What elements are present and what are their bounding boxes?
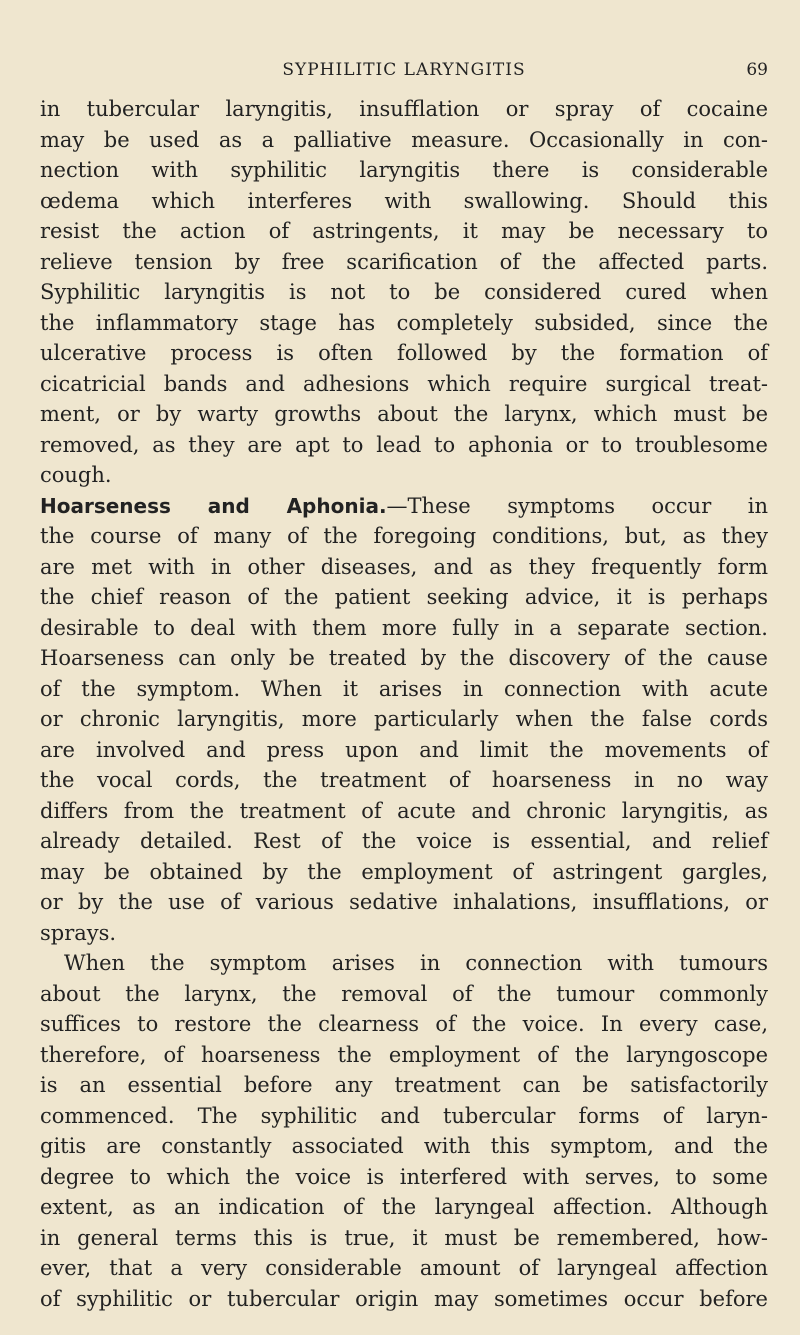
text-line: may be used as a palliative measure. Occasionally in con- xyxy=(40,127,768,152)
section-heading: Hoarseness and Aphonia. xyxy=(40,493,387,518)
text-line: œdema which interferes with swallowing. Should this xyxy=(40,188,768,213)
text-line: about the larynx, the removal of the tumour commonly xyxy=(40,981,768,1006)
text-line: gitis are constantly associated with this symptom, and the xyxy=(40,1134,768,1158)
text-line: removed, as they are apt to lead to aphonia or to troublesome xyxy=(40,432,768,457)
text-line: nection with syphilitic laryngitis there is considerable xyxy=(40,158,768,182)
text-line: in general terms this is true, it must be remembered, how- xyxy=(40,1225,768,1250)
text-line: or chronic laryngitis, more particularly when the false cords xyxy=(40,707,768,731)
text-line: cicatricial bands and adhesions which require surgical treat- xyxy=(40,371,768,396)
text-line: the course of many of the foregoing conditions, but, as they xyxy=(40,524,768,548)
text-line: ever, that a very considerable amount of laryngeal affection xyxy=(40,1256,768,1280)
text-line: are involved and press upon and limit the movements of xyxy=(40,737,768,762)
section-first-line xyxy=(40,491,768,522)
text-line: of the symptom. When it arises in connection with acute xyxy=(40,676,768,701)
text-line: suffices to restore the clearness of the voice. In every case, xyxy=(40,1012,768,1036)
text-line: the chief reason of the patient seeking advice, it is perhaps xyxy=(40,585,768,609)
text-line: sprays. xyxy=(40,920,117,945)
text-line: Syphilitic laryngitis is not to be considered cured when xyxy=(40,280,768,304)
text-line: may be obtained by the employment of astringent gargles, xyxy=(40,859,768,884)
text-line: ment, or by warty growths about the larynx, which must be xyxy=(40,402,768,426)
text-line: ulcerative process is often followed by the formation of xyxy=(40,341,768,365)
text-line: already detailed. Rest of the voice is essential, and relief xyxy=(40,829,768,853)
text-line-fragment: —These symptoms occur in xyxy=(386,493,768,518)
text-line: Hoarseness can only be treated by the discovery of the cause xyxy=(40,646,768,670)
body-text xyxy=(40,94,768,1314)
text-line: When the symptom arises in connection with tumours xyxy=(64,951,768,975)
text-line: cough. xyxy=(40,463,112,487)
text-line: commenced. The syphilitic and tubercular forms of laryn- xyxy=(40,1103,768,1128)
page-header xyxy=(40,60,768,90)
text-line: is an essential before any treatment can be satisfactorily xyxy=(40,1073,768,1097)
text-line: degree to which the voice is interfered with serves, to some xyxy=(40,1164,768,1189)
text-line: are met with in other diseases, and as they frequently form xyxy=(40,554,768,579)
text-line: or by the use of various sedative inhalations, insufflations, or xyxy=(40,890,768,914)
running-head: SYPHILITIC LARYNGITIS xyxy=(282,60,526,80)
page-number: 69 xyxy=(746,60,768,80)
text-line: extent, as an indication of the laryngeal affection. Although xyxy=(40,1195,768,1219)
text-line: the vocal cords, the treatment of hoarseness in no way xyxy=(40,768,768,792)
text-line: therefore, of hoarseness the employment of the laryngoscope xyxy=(40,1042,768,1067)
text-line: the inflammatory stage has completely subsided, since the xyxy=(40,310,768,335)
text-line: relieve tension by free scarification of the affected parts. xyxy=(40,249,768,274)
text-line: in tubercular laryngitis, insufflation or spray of cocaine xyxy=(40,97,768,121)
text-line: resist the action of astringents, it may be necessary to xyxy=(40,219,768,243)
text-line: desirable to deal with them more fully in a separate section. xyxy=(40,615,768,640)
text-line: differs from the treatment of acute and chronic laryngitis, as xyxy=(40,798,768,823)
text-line: of syphilitic or tubercular origin may sometimes occur before xyxy=(40,1286,768,1311)
